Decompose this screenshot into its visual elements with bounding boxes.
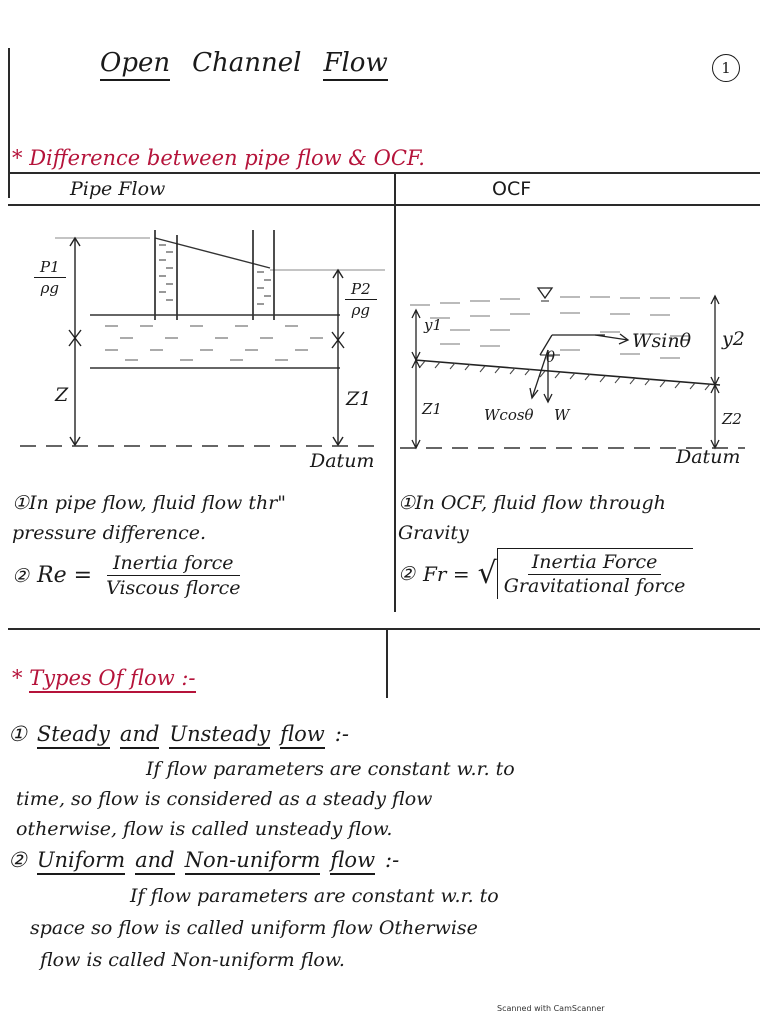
label-wcos: Wcosθ	[484, 406, 534, 424]
section-types-heading: * Types Of flow :-	[12, 666, 196, 690]
label-datum-ocf: Datum	[676, 446, 741, 468]
section-difference-heading: * Difference between pipe flow & OCF.	[12, 146, 425, 170]
left-margin-line	[8, 48, 10, 198]
title-word-open: Open	[100, 48, 170, 81]
label-y1: y1	[424, 316, 443, 334]
title-word-flow: Flow	[323, 48, 387, 81]
label-z: Z	[55, 384, 69, 406]
label-y2: y2	[722, 328, 745, 350]
scanner-watermark: Scanned with CamScanner	[497, 1004, 605, 1013]
label-datum-pipe: Datum	[310, 450, 375, 472]
pipe-point-2-reynolds: ② Re = $\frac{\text{Inertia force}}{\text{Viscous florce}}$	[12, 552, 241, 599]
pipe-point-1: ①In pipe flow, fluid flow thr" pressure difference.	[12, 492, 287, 544]
ocf-diagram	[400, 280, 760, 460]
table-header-rule	[8, 204, 760, 206]
label-z1-ocf: Z1	[422, 400, 442, 418]
page-title	[100, 48, 388, 81]
uniform-flow-body: If flow parameters are constant w.r. to space so flow is called uniform flow Otherwise flow is called Non-uniform flow.	[30, 885, 499, 971]
table-divider-lower	[386, 628, 388, 698]
title-word-channel: Channel	[192, 48, 302, 78]
col-title-ocf: OCF	[492, 178, 532, 200]
page-number: 1	[712, 54, 740, 82]
label-w: W	[554, 406, 570, 424]
label-p1-rho-g: $\frac{P1}{\rho g}$	[34, 258, 66, 297]
table-bottom-rule	[8, 628, 760, 630]
uniform-flow-title: ② Uniform and Non-uniform flow :-	[8, 848, 399, 875]
label-z2-ocf: Z2	[722, 410, 742, 428]
ocf-point-1: ①In OCF, fluid flow through Gravity	[398, 492, 666, 544]
ocf-point-2-froude: ② Fr = √ Inertia Force Gravitational force	[398, 548, 693, 599]
pipe-flow-diagram	[20, 220, 390, 475]
label-z1: Z1	[346, 388, 372, 410]
label-theta: θ	[546, 348, 556, 366]
heading-bullet: *	[12, 146, 23, 170]
col-title-pipe-flow: Pipe Flow	[70, 178, 166, 200]
table-top-rule	[8, 172, 760, 174]
label-p2-rho-g: $\frac{P2}{\rho g}$	[345, 280, 377, 319]
label-wsin: Wsinθ	[632, 330, 692, 352]
steady-flow-title: ① Steady and Unsteady flow :-	[8, 722, 349, 749]
steady-flow-body: If flow parameters are constant w.r. to time, so flow is considered as a steady flow otherwise, flow is called unsteady flow.	[16, 758, 515, 840]
table-divider	[394, 172, 396, 612]
